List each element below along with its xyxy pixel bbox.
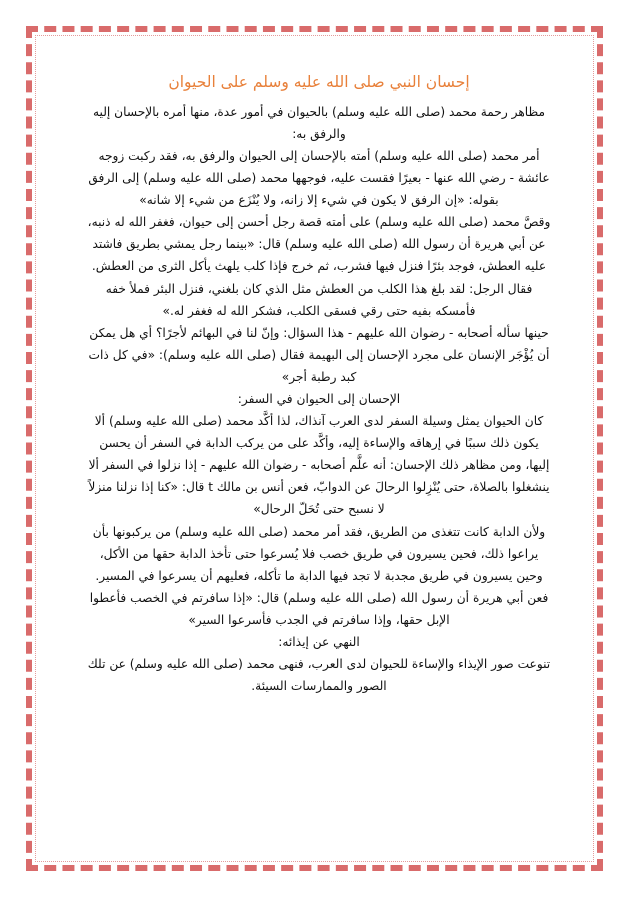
- document-title: إحسان النبي صلى الله عليه وسلم على الحيوان: [168, 73, 470, 91]
- paragraph-companions-question: حينها سأله أصحابه - رضوان الله عليهم - هذا السؤال: وإنّ لنا في البهائم لأجرًا؟ أي هل يمكن أن يُؤْجَر الإنسان على مجرد الإحسان إلى البهيمة فقال (صلى الله عليه وسلم): «في كل ذات كبد رطبة أجر»: [88, 325, 550, 384]
- subheading-travel: الإحسان إلى الحيوان في السفر:: [237, 392, 401, 407]
- paragraph-intro: مظاهر رحمة محمد (صلى الله عليه وسلم) بالحيوان في أمور عدة، منها أمره بالإحسان إليه والرفق به:: [92, 104, 545, 141]
- paragraph-dog-story: وقصَّ محمد (صلى الله عليه وسلم) على أمته قصة رجل أحسن إلى حيوان، فغفر الله له ذنبه، عن أبي هريرة أن رسول الله (صلى الله عليه وسلم) قال: «بينما رجل يمشي بطريق فاشتد عليه العطش، فوجد بئرًا فنزل فيها فشرب، ثم خرج فإذا كلب يلهث يأكل الثرى من العطش. فقال الرجل: لقد بلغ هذا الكلب من العطش مثل الذي كان بلغني، فنزل البئر فملأ خفه فأمسكه بفيه حتى رقي فسقى الكلب، فشكر الله له فغفر له.»: [87, 215, 551, 318]
- subheading-harm-prohibition: النهي عن إيذائه:: [278, 635, 360, 650]
- paragraph-grazing: ولأن الدابة كانت تتغذى من الطريق، فقد أمر محمد (صلى الله عليه وسلم) من يركبونها بأن يراعوا ذلك، فحين يسيرون في طريق خصب فلا يُسرعوا حتى تأخذ الدابة حقها من الأكل، وحين يسيرون في طريق مجدبة لا تجد فيها الدابة ما تأكله، فعليهم أن يسرعوا في المسير. فعن أبي هريرة أن رسول الله (صلى الله عليه وسلم) قال: «إذا سافرتم في الخصب فأعطوا الإبل حقها، وإذا سافرتم في الجدب فأسرعوا السير»: [89, 524, 549, 627]
- document-body: [86, 70, 552, 697]
- paragraph-travel: كان الحيوان يمثل وسيلة السفر لدى العرب آنذاك، لذا أكَّد محمد (صلى الله عليه وسلم) ألا يكون ذلك سببًا في إرهاقه والإساءة إليه، وأكَّد على من يركب الدابة في السفر أن يحسن إليها، ومن مظاهر ذلك الإحسان: أنه علَّم أصحابه - رضوان الله عليهم - إذا نزلوا في السفر ألا ينشغلوا بالصلاة، حتى يُنْزِلوا الرحالَ عن الدوابّ، فعن أنس بن مالك t قال: «كنا إذا نزلنا منزلاً لا نسبح حتى تُحَلّ الرحال»: [88, 414, 550, 517]
- paragraph-harm-forms: تنوعت صور الإيذاء والإساءة للحيوان لدى العرب، فنهى محمد (صلى الله عليه وسلم) عن تلك الصور والممارسات السيئة.: [87, 657, 551, 694]
- paragraph-command-kindness: أمر محمد (صلى الله عليه وسلم) أمته بالإحسان إلى الحيوان والرفق به، فقد ركبت زوجه عائشة - رضي الله عنها - بعيرًا فقست عليه، فوجهها محمد (صلى الله عليه وسلم) إلى الرفق بقوله: «إن الرفق لا يكون في شيء إلا زانه، ولا يُنْزَع من شيء إلا شانه»: [88, 148, 550, 208]
